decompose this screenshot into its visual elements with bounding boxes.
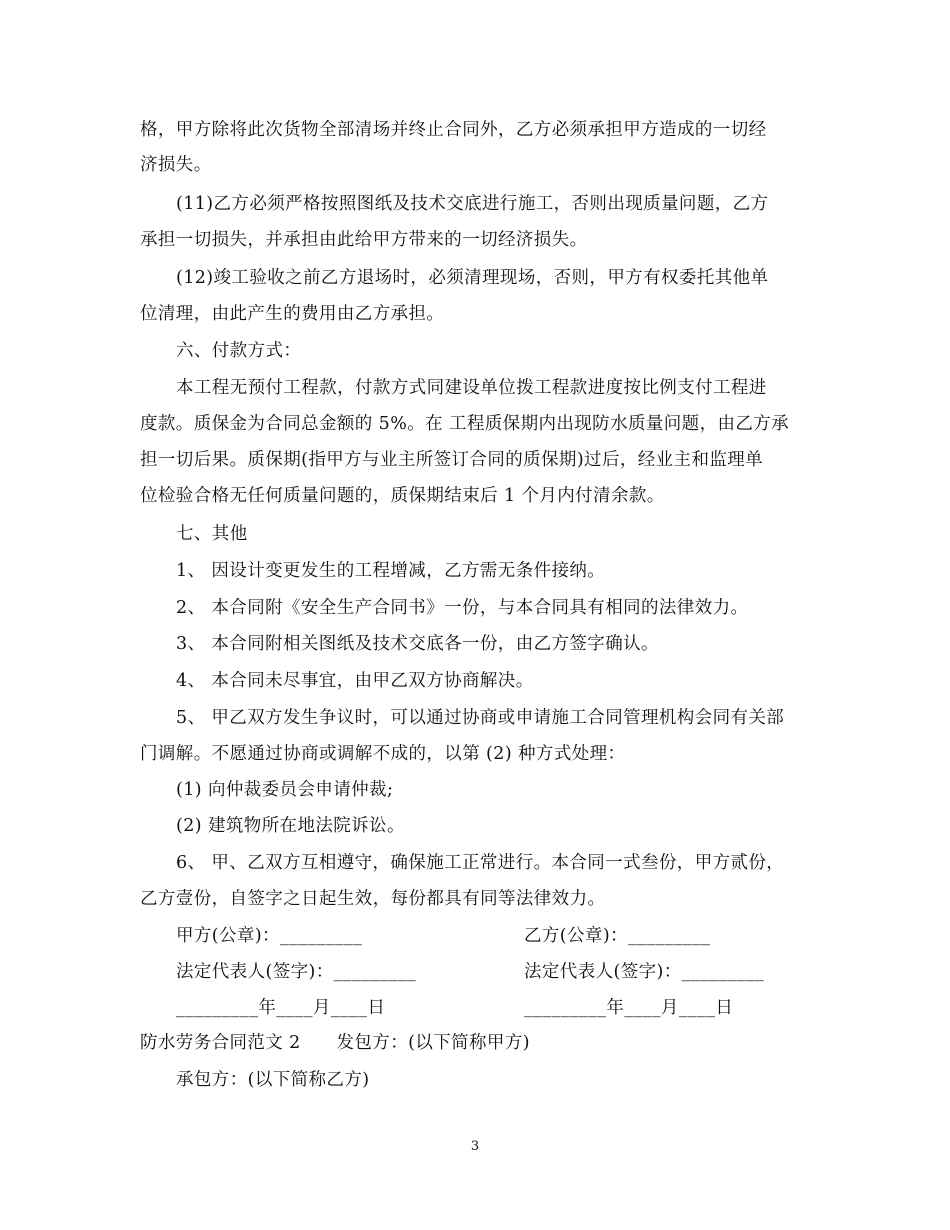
clause-11-line: (11)乙方必须严格按照图纸及技术交底进行施工，否则出现质量问题，乙方	[176, 194, 769, 214]
party-b-date: _________年____月____日	[524, 998, 734, 1018]
section-7-title: 七、其他	[176, 524, 248, 544]
contractor-line: 承包方：(以下简称乙方)	[176, 1070, 370, 1090]
party-a-date: _________年____月____日	[176, 998, 386, 1018]
clause-12-line: (12)竣工验收之前乙方退场时，必须清理现场，否则，甲方有权委托其他单	[176, 268, 769, 288]
section-7-item-3: 3、 本合同附相关图纸及技术交底各一份，由乙方签字确认。	[176, 634, 659, 654]
section-7-item-6: 6、 甲、乙双方互相遵守，确保施工正常进行。本合同一式叁份，甲方贰份，	[176, 853, 785, 873]
section-6-line: 担一切后果。质保期(指甲方与业主所签订合同的质保期)过后，经业主和监理单	[140, 450, 764, 470]
party-a-seal: 甲方(公章)：_________	[176, 926, 363, 946]
paragraph-line: 济损失。	[140, 155, 212, 175]
section-7-item-6: 乙方壹份，自签字之日起生效，每份都具有同等法律效力。	[140, 889, 606, 909]
party-b-representative: 法定代表人(签字)：_________	[524, 962, 765, 982]
section-6-title: 六、付款方式：	[176, 341, 302, 361]
party-b-seal: 乙方(公章)：_________	[524, 926, 711, 946]
section-7-item-4: 4、 本合同未尽事宜，由甲乙双方协商解决。	[176, 671, 534, 691]
section-6-line: 本工程无预付工程款，付款方式同建设单位拨工程款进度按比例支付工程进	[176, 378, 767, 398]
section-6-line: 度款。质保金为合同总金额的 5%。在 工程质保期内出现防水质量问题，由乙方承	[140, 414, 790, 434]
clause-11-line: 承担一切损失，并承担由此给甲方带来的一切经济损失。	[140, 230, 588, 250]
section-7-item-5: 门调解。不愿通过协商或调解不成的，以第 (2) 种方式处理：	[140, 744, 626, 764]
paragraph-line: 格，甲方除将此次货物全部清场并终止合同外，乙方必须承担甲方造成的一切经	[140, 120, 767, 140]
section-6-line: 位检验合格无任何质量问题的，质保期结束后 1 个月内付清余款。	[140, 486, 665, 506]
section-7-item-5: 5、 甲乙双方发生争议时，可以通过协商或申请施工合同管理机构会同有关部	[176, 708, 785, 728]
party-a-representative: 法定代表人(签字)：_________	[176, 962, 417, 982]
section-7-item-2: 2、 本合同附《安全生产合同书》一份，与本合同具有相同的法律效力。	[176, 598, 749, 618]
page-number: 3	[470, 1139, 480, 1154]
dispute-option-2: (2) 建筑物所在地法院诉讼。	[176, 816, 405, 836]
section-7-item-1: 1、 因设计变更发生的工程增减，乙方需无条件接纳。	[176, 561, 606, 581]
clause-12-line: 位清理，由此产生的费用由乙方承担。	[140, 304, 445, 324]
next-contract-heading: 防水劳务合同范文 2 发包方：(以下简称甲方)	[140, 1033, 530, 1053]
dispute-option-1: (1) 向仲裁委员会申请仲裁;	[176, 780, 394, 800]
